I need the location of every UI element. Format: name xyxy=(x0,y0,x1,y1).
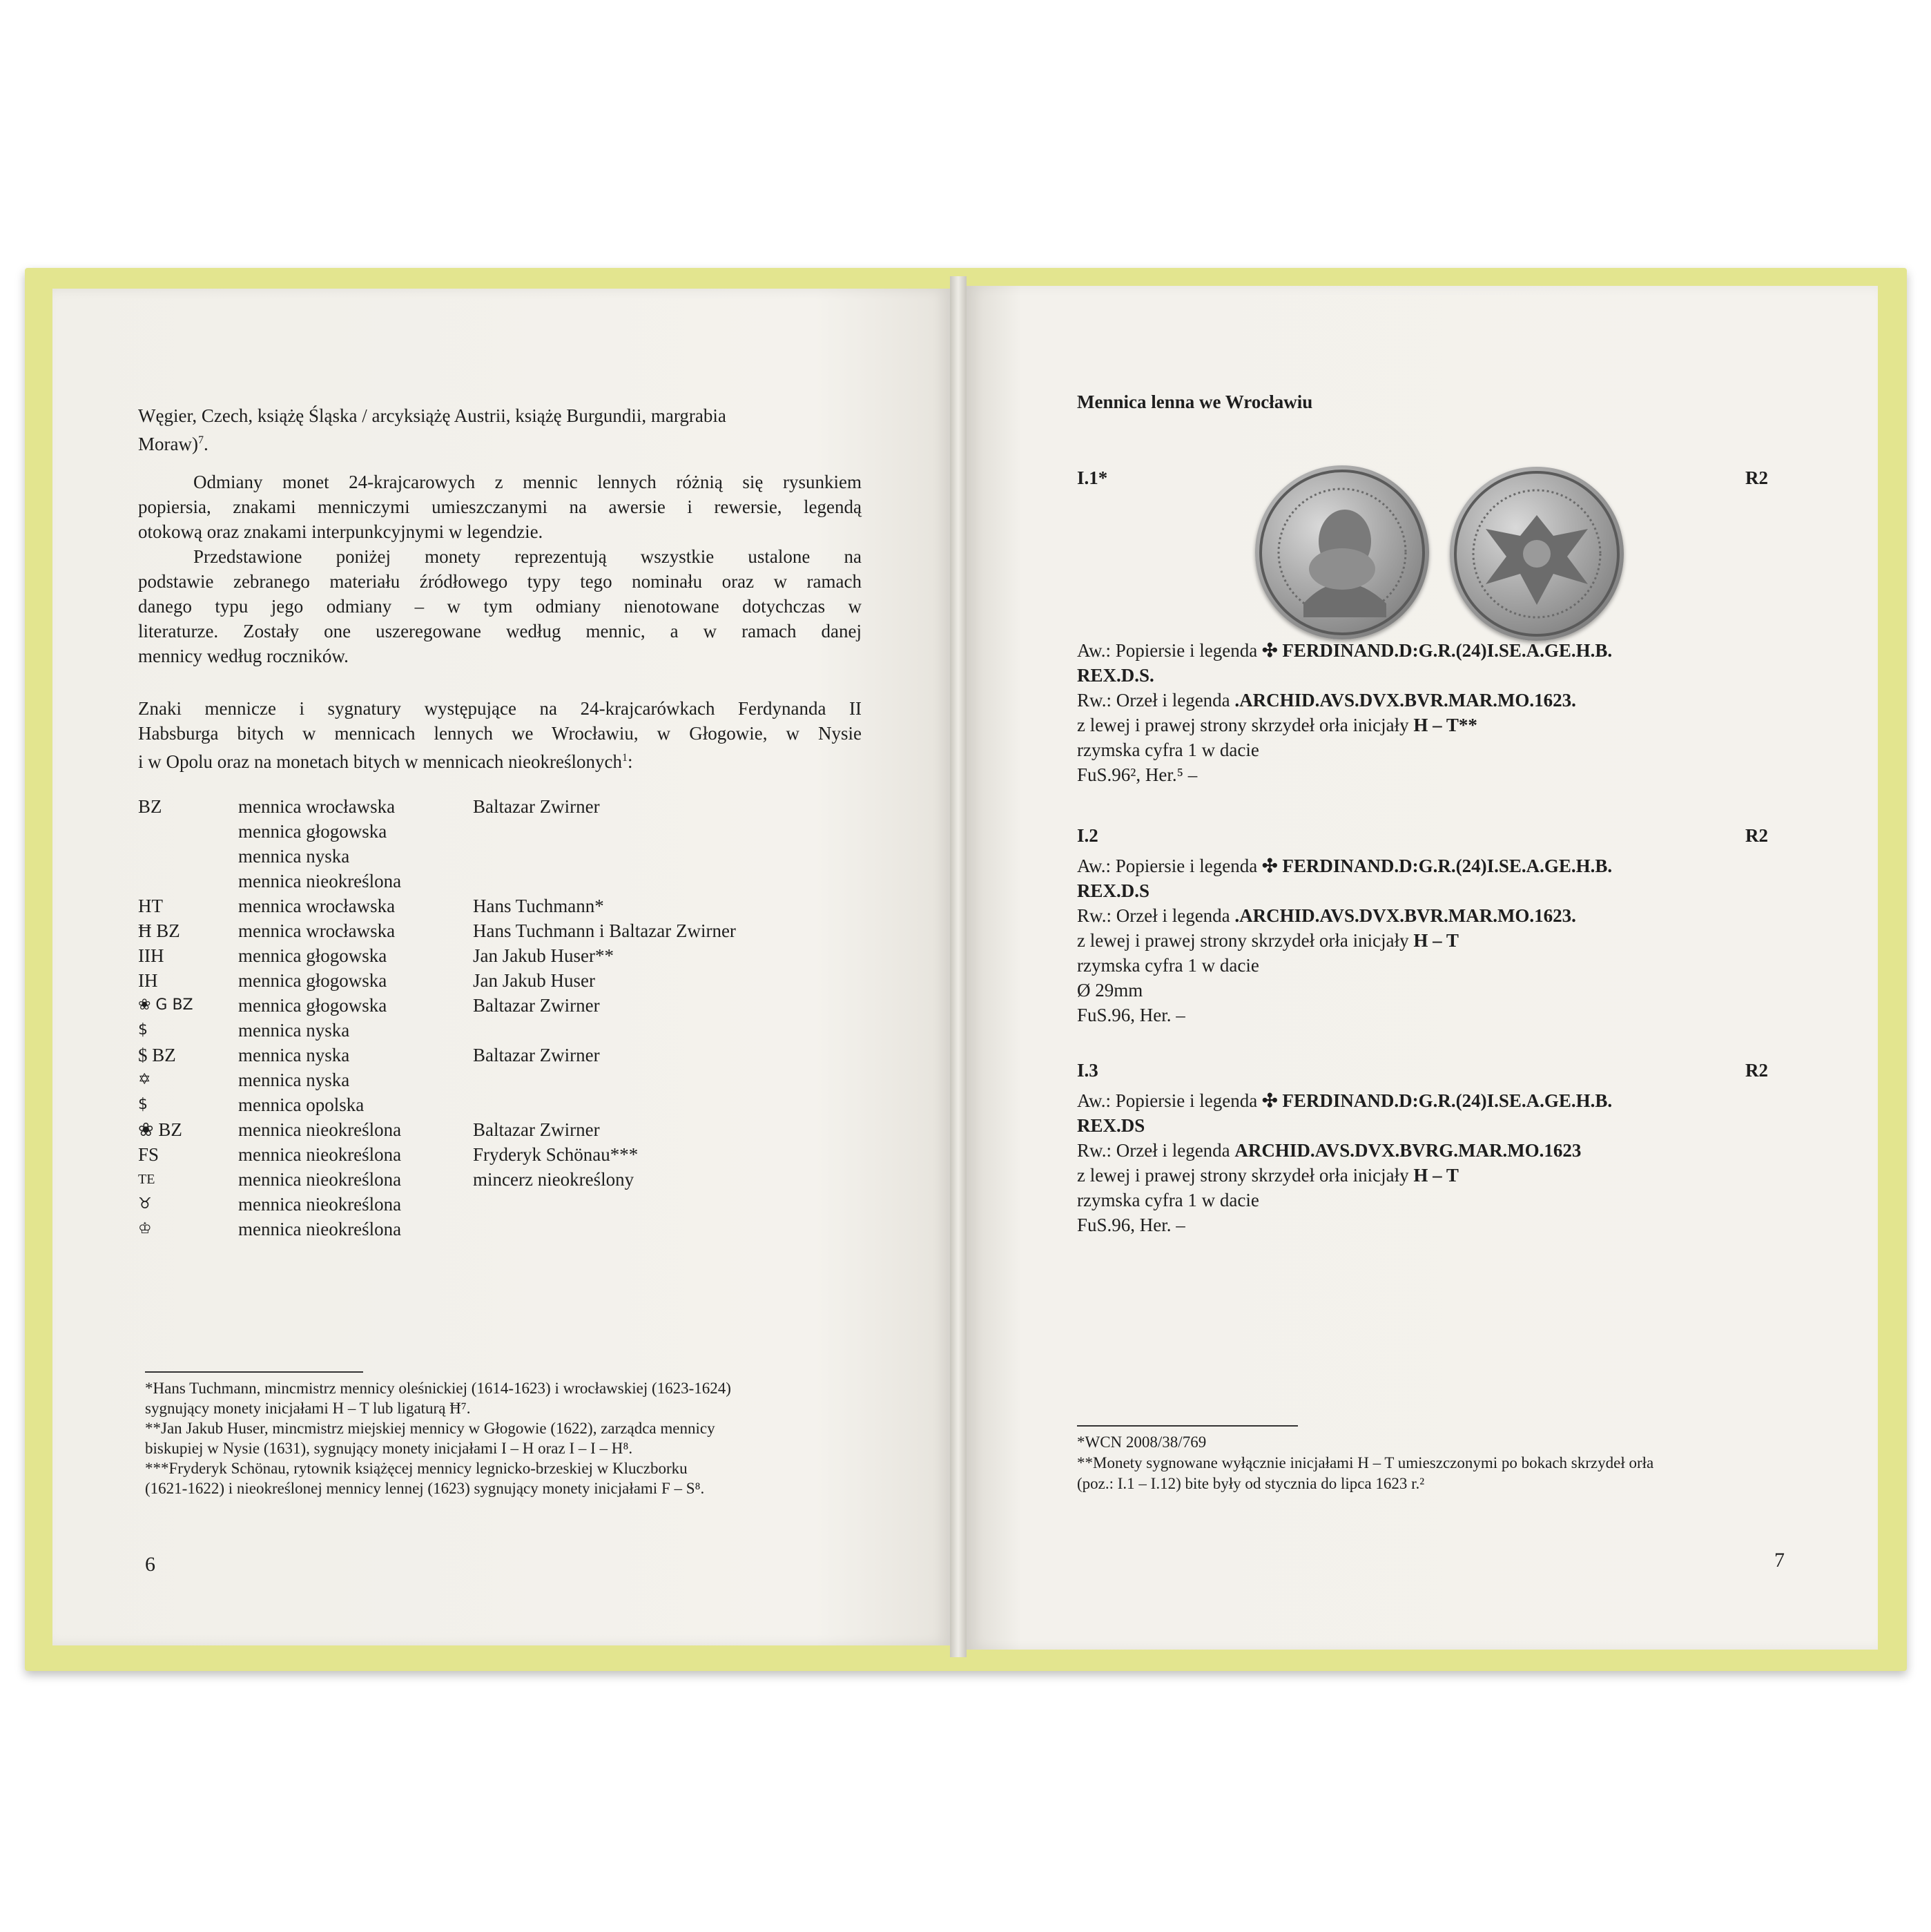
mint-master: Jan Jakub Huser xyxy=(473,970,595,991)
aw-legend: ✣ FERDINAND.D:G.R.(24)I.SE.A.GE.H.B. xyxy=(1261,856,1613,876)
para3-line-3 xyxy=(138,746,633,774)
mint-row xyxy=(138,1018,828,1043)
mint-name: mennica nieokreślona xyxy=(238,1194,402,1215)
aw-prefix: Aw.: Popiersie i legenda xyxy=(1077,1090,1262,1111)
mint-name: mennica głogowska xyxy=(238,970,387,991)
mint-name: mennica nyska xyxy=(238,1045,350,1065)
mint-name: mennica wrocławska xyxy=(238,920,396,941)
mint-master: Hans Tuchmann* xyxy=(473,896,604,916)
mint-row xyxy=(138,1068,828,1092)
mint-name: mennica nieokreślona xyxy=(238,871,402,891)
mint-name: mennica nieokreślona xyxy=(238,1169,402,1190)
footnote-line: (poz.: I.1 – I.12) bite były od stycznia do lipca 1623 r.² xyxy=(1077,1475,1425,1492)
initials-prefix: z lewej i prawej strony skrzydeł orła inicjały xyxy=(1077,1165,1414,1186)
mint-row xyxy=(138,1142,828,1167)
entry-id: I.2 xyxy=(1077,825,1098,846)
mint-mark: ❀ G BZ xyxy=(138,996,193,1014)
mint-mark: $ BZ xyxy=(138,1045,176,1065)
intro-line-2-end: . xyxy=(203,434,208,454)
para3-line-1: Znaki mennicze i sygnatury występujące na 24-krajcarówkach Ferdynanda II xyxy=(138,698,862,719)
mint-mark: Ħ BZ xyxy=(138,920,180,941)
rw-legend: ARCHID.AVS.DVX.BVRG.MAR.MO.1623 xyxy=(1234,1140,1582,1161)
footnote-line: sygnujący monety inicjałami H – T lub ligaturą Ħ⁷. xyxy=(145,1400,471,1417)
mint-row xyxy=(138,1117,828,1142)
refs-line: FuS.96, Her. – xyxy=(1077,1215,1185,1235)
mint-name: mennica nyska xyxy=(238,1020,350,1041)
mint-row xyxy=(138,1043,828,1068)
mint-row xyxy=(138,794,828,819)
aw-legend-cont: REX.DS xyxy=(1077,1115,1145,1136)
mint-master: Baltazar Zwirner xyxy=(473,1045,600,1065)
mint-row xyxy=(138,1192,828,1217)
mint-name: mennica nieokreślona xyxy=(238,1144,402,1165)
mint-row xyxy=(138,1092,828,1117)
mint-master: Fryderyk Schönau*** xyxy=(473,1144,639,1165)
rw-legend: .ARCHID.AVS.DVX.BVR.MAR.MO.1623. xyxy=(1234,690,1576,711)
mint-mark: BZ xyxy=(138,796,162,817)
footnote-line: *Hans Tuchmann, mincmistrz mennicy oleśnickiej (1614-1623) i wrocławskiej (1623-1624) xyxy=(145,1380,731,1397)
intro-line-1: Węgier, Czech, książę Śląska / arcyksiążę Austrii, książę Burgundii, margrabia xyxy=(138,405,726,426)
footnote-rule xyxy=(145,1371,363,1373)
aw-line xyxy=(1077,853,1612,878)
mint-name: mennica wrocławska xyxy=(238,896,396,916)
entry-rarity: R2 xyxy=(1745,467,1768,488)
para3-line-3-end: : xyxy=(628,751,633,772)
diameter: Ø 29mm xyxy=(1077,980,1143,1001)
mint-name: mennica nyska xyxy=(238,1070,350,1090)
footnote-line: **Monety sygnowane wyłącznie inicjałami H – T umieszczonymi po bokach skrzydeł orła xyxy=(1077,1454,1654,1471)
mint-master: Jan Jakub Huser** xyxy=(473,945,614,966)
mint-name: mennica głogowska xyxy=(238,995,387,1016)
mint-row xyxy=(138,869,828,893)
intro-line-2-text: Moraw) xyxy=(138,434,198,454)
aw-legend-cont: REX.D.S xyxy=(1077,880,1150,901)
rw-prefix: Rw.: Orzeł i legenda xyxy=(1077,1140,1235,1161)
mint-master: Baltazar Zwirner xyxy=(473,1119,600,1140)
coin-reverse-image xyxy=(1450,467,1624,641)
initials-prefix: z lewej i prawej strony skrzydeł orła inicjały xyxy=(1077,930,1414,951)
aw-prefix: Aw.: Popiersie i legenda xyxy=(1077,640,1262,661)
para3-line-2: Habsburga bitych w mennicach lennych we Wrocławiu, w Głogowie, w Nysie xyxy=(138,723,862,744)
coin-obverse-image xyxy=(1255,465,1429,639)
mint-mark: HT xyxy=(138,896,163,916)
aw-legend: ✣ FERDINAND.D:G.R.(24)I.SE.A.GE.H.B. xyxy=(1261,1090,1613,1111)
date-note: rzymska cyfra 1 w dacie xyxy=(1077,1190,1259,1210)
mint-mark: ✡ xyxy=(138,1071,151,1088)
right-page xyxy=(967,286,1878,1650)
mint-mark: FS xyxy=(138,1144,159,1165)
aw-line xyxy=(1077,638,1612,663)
mint-mark: ♔ xyxy=(138,1220,152,1237)
initials-line xyxy=(1077,1163,1459,1188)
mint-mark: $ xyxy=(138,1096,148,1113)
mint-row xyxy=(138,819,828,844)
entry-rarity: R2 xyxy=(1745,1060,1768,1081)
section-heading: Mennica lenna we Wrocławiu xyxy=(1077,392,1313,412)
mint-mark: IIH xyxy=(138,945,164,966)
para2-line-1: Przedstawione poniżej monety reprezentują wszystkie ustalone na xyxy=(193,546,862,567)
left-page xyxy=(52,289,950,1645)
refs-line: FuS.96, Her. – xyxy=(1077,1005,1185,1025)
para2-line-4: literaturze. Zostały one uszeregowane według mennic, a w ramach danej xyxy=(138,621,862,641)
mint-mark: TE xyxy=(138,1172,155,1187)
book-spine xyxy=(950,276,967,1657)
aw-legend: ✣ FERDINAND.D:G.R.(24)I.SE.A.GE.H.B. xyxy=(1261,640,1613,661)
intro-footnote-ref: 7 xyxy=(197,434,204,446)
para1-line-1: Odmiany monet 24-krajcarowych z mennic lennych różnią się rysunkiem xyxy=(193,472,862,492)
date-note: rzymska cyfra 1 w dacie xyxy=(1077,740,1259,760)
aw-legend-cont: REX.D.S. xyxy=(1077,665,1154,686)
initials-line xyxy=(1077,928,1459,953)
mint-row xyxy=(138,1217,828,1242)
mint-name: mennica nyska xyxy=(238,846,350,867)
para1-line-2: popiersia, znakami menniczymi umieszczanymi na awersie i rewersie, legendą xyxy=(138,496,862,517)
para1-line-3: otokową oraz znakami interpunkcyjnymi w legendzie. xyxy=(138,521,543,542)
initials-prefix: z lewej i prawej strony skrzydeł orła inicjały xyxy=(1077,715,1414,735)
rw-line xyxy=(1077,688,1576,713)
mint-name: mennica wrocławska xyxy=(238,796,396,817)
rw-prefix: Rw.: Orzeł i legenda xyxy=(1077,905,1235,926)
footnote-line: **Jan Jakub Huser, mincmistrz miejskiej mennicy w Głogowie (1622), zarządca mennicy xyxy=(145,1420,715,1437)
aw-prefix: Aw.: Popiersie i legenda xyxy=(1077,856,1262,876)
mint-mark: ♉ xyxy=(138,1195,152,1213)
mint-row xyxy=(138,918,828,943)
mint-row xyxy=(138,1167,828,1192)
mint-mark: IH xyxy=(138,970,158,991)
mint-name: mennica nieokreślona xyxy=(238,1219,402,1239)
mint-name: mennica opolska xyxy=(238,1094,365,1115)
para3-line-3-text: i w Opolu oraz na monetach bitych w mennicach nieokreślonych xyxy=(138,751,623,772)
para2-line-2: podstawie zebranego materiału źródłowego typy tego nominału oraz w ramach xyxy=(138,571,862,592)
mint-row xyxy=(138,844,828,869)
initials-line xyxy=(1077,713,1477,737)
mint-name: mennica głogowska xyxy=(238,945,387,966)
mint-row xyxy=(138,968,828,993)
mint-row xyxy=(138,993,828,1018)
mint-row xyxy=(138,893,828,918)
para2-line-3: danego typu jego odmiany – w tym odmiany nienotowane dotychczas w xyxy=(138,596,862,617)
mint-master: Hans Tuchmann i Baltazar Zwirner xyxy=(473,920,736,941)
initials-bold: H – T xyxy=(1413,930,1459,951)
footnote-line: *WCN 2008/38/769 xyxy=(1077,1433,1207,1451)
rw-line xyxy=(1077,903,1576,928)
mint-master: mincerz nieokreślony xyxy=(473,1169,634,1190)
entry-id: I.1* xyxy=(1077,467,1108,488)
mint-row xyxy=(138,943,828,968)
para2-line-5: mennicy według roczników. xyxy=(138,646,349,666)
mint-mark: $ xyxy=(138,1021,148,1039)
page-number: 7 xyxy=(1774,1549,1785,1572)
footnote-line: (1621-1622) i nieokreślonej mennicy lennej (1623) sygnujący monety inicjałami F – S⁸. xyxy=(145,1480,705,1497)
para3-footnote-ref: 1 xyxy=(622,752,628,764)
initials-bold: H – T** xyxy=(1413,715,1477,735)
initials-bold: H – T xyxy=(1413,1165,1459,1186)
aw-line xyxy=(1077,1088,1612,1113)
entry-id: I.3 xyxy=(1077,1060,1098,1081)
mint-mark: ❀ BZ xyxy=(138,1119,182,1140)
refs-line: FuS.96², Her.⁵ – xyxy=(1077,764,1198,785)
rw-prefix: Rw.: Orzeł i legenda xyxy=(1077,690,1235,711)
date-note: rzymska cyfra 1 w dacie xyxy=(1077,955,1259,976)
mint-master: Baltazar Zwirner xyxy=(473,796,600,817)
footnote-line: ***Fryderyk Schönau, rytownik książęcej mennicy legnicko-brzeskiej w Kluczborku xyxy=(145,1460,688,1477)
rw-line xyxy=(1077,1138,1581,1163)
mint-master: Baltazar Zwirner xyxy=(473,995,600,1016)
entry-rarity: R2 xyxy=(1745,825,1768,846)
footnote-rule xyxy=(1077,1425,1298,1427)
page-number: 6 xyxy=(145,1553,155,1576)
mint-name: mennica głogowska xyxy=(238,821,387,842)
footnote-line: biskupiej w Nysie (1631), sygnujący monety inicjałami I – H oraz I – I – H⁸. xyxy=(145,1440,633,1457)
mint-name: mennica nieokreślona xyxy=(238,1119,402,1140)
intro-line-2 xyxy=(138,428,208,456)
rw-legend: .ARCHID.AVS.DVX.BVR.MAR.MO.1623. xyxy=(1234,905,1576,926)
